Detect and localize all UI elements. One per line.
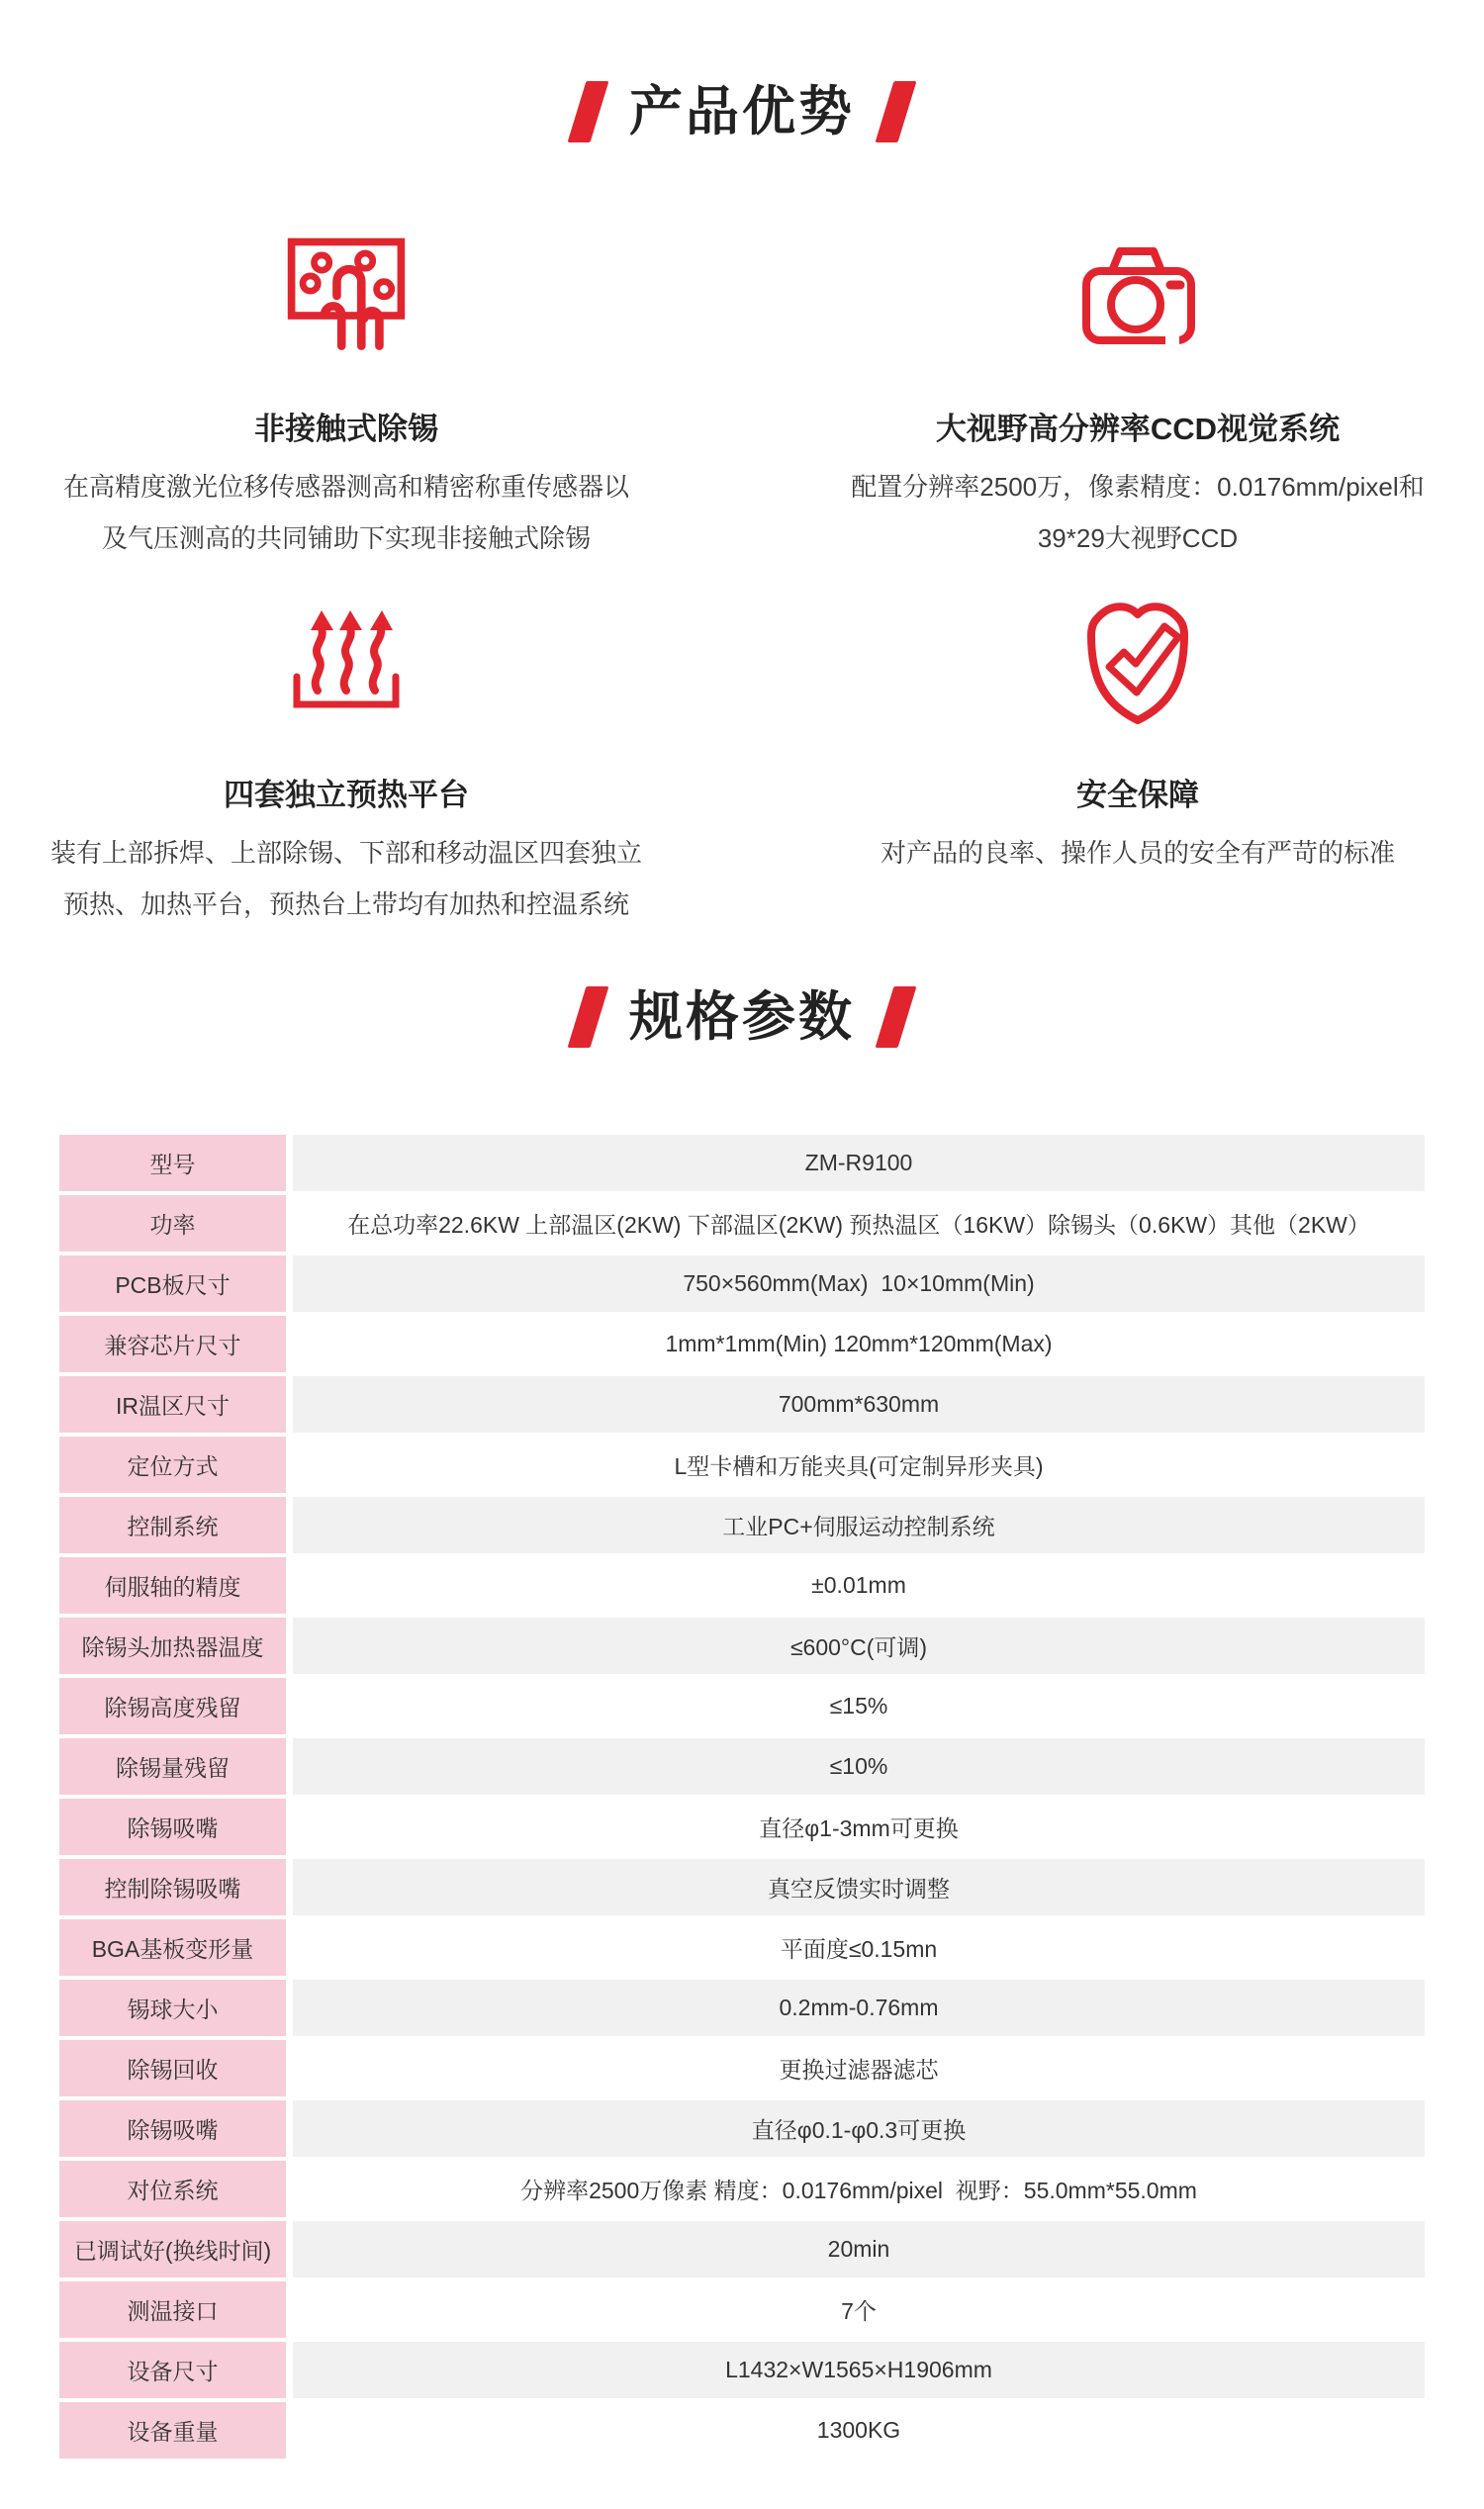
spec-value: ≤15% — [293, 1678, 1425, 1734]
spec-row — [59, 1316, 1425, 1372]
section-title-specs — [0, 984, 1484, 1050]
spec-value: ZM-R9100 — [293, 1135, 1425, 1191]
feature-desc-line: 在高精度激光位移传感器测高和精密称重传感器以 — [62, 472, 629, 502]
feature-title: 四套独立预热平台 — [224, 778, 469, 812]
spec-row — [59, 1195, 1425, 1252]
feature-desc-line: 配置分辨率2500万，像素精度：0.0176mm/pixel和 — [851, 472, 1425, 502]
spec-value: 0.2mm-0.76mm — [293, 1980, 1425, 2036]
feature-desc-line: 39*29大视野CCD — [1037, 523, 1239, 553]
spec-row — [59, 2040, 1425, 2096]
spec-row — [59, 1859, 1425, 1915]
spec-label: 除锡吸嘴 — [59, 2100, 286, 2157]
spec-label: BGA基板变形量 — [59, 1919, 286, 1976]
spec-label: 设备重量 — [59, 2402, 286, 2459]
feature-card — [791, 228, 1484, 564]
spec-row — [59, 1135, 1425, 1191]
spec-row — [59, 1980, 1425, 2036]
spec-value: 工业PC+伺服运动控制系统 — [293, 1497, 1425, 1553]
spec-row — [59, 2342, 1425, 2398]
spec-label: 设备尺寸 — [59, 2342, 286, 2398]
preheat-icon — [0, 594, 693, 728]
spec-value: 20min — [293, 2221, 1425, 2277]
feature-desc-line: 对产品的良率、操作人员的安全有严苛的标准 — [880, 838, 1395, 868]
spec-row — [59, 1919, 1425, 1976]
spec-value: 1300KG — [293, 2402, 1425, 2459]
spec-value: 平面度≤0.15mn — [293, 1919, 1425, 1976]
spec-row — [59, 1678, 1425, 1734]
feature-card — [0, 228, 693, 564]
spec-value: L1432×W1565×H1906mm — [293, 2342, 1425, 2398]
spec-label: 除锡量残留 — [59, 1738, 286, 1795]
spec-value: 分辨率2500万像素 精度：0.0176mm/pixel 视野：55.0mm*55.0mm — [293, 2161, 1425, 2217]
spec-value: 7个 — [293, 2281, 1425, 2338]
feature-card — [791, 594, 1484, 930]
spec-label: 已调试好(换线时间) — [59, 2221, 286, 2277]
feature-desc-line: 装有上部拆焊、上部除锡、下部和移动温区四套独立 — [49, 838, 642, 868]
spec-label: 锡球大小 — [59, 1980, 286, 2036]
spec-row — [59, 1376, 1425, 1433]
spec-value: ≤600°C(可调) — [293, 1618, 1425, 1674]
feature-title: 非接触式除锡 — [254, 412, 438, 446]
spec-label: 除锡吸嘴 — [59, 1799, 286, 1855]
spec-row — [59, 1497, 1425, 1553]
spec-label: 功率 — [59, 1195, 286, 1252]
spec-row — [59, 2281, 1425, 2338]
spec-label: PCB板尺寸 — [59, 1255, 286, 1312]
spec-row — [59, 1437, 1425, 1493]
spec-value: 700mm*630mm — [293, 1376, 1425, 1433]
spec-label: 定位方式 — [59, 1437, 286, 1493]
feature-title: 大视野高分辨率CCD视觉系统 — [935, 412, 1341, 446]
spec-row — [59, 1618, 1425, 1674]
section-title-advantages — [0, 0, 1484, 144]
red-slash-icon — [876, 986, 917, 1048]
spec-label: 伺服轴的精度 — [59, 1557, 286, 1614]
spec-row — [59, 1738, 1425, 1795]
feature-desc — [0, 827, 693, 930]
red-slash-icon — [568, 986, 609, 1048]
spec-value: 真空反馈实时调整 — [293, 1859, 1425, 1915]
spec-value: 在总功率22.6KW 上部温区(2KW) 下部温区(2KW) 预热温区（16KW）除锡头（0.6KW）其他（2KW） — [293, 1195, 1425, 1252]
feature-desc — [0, 461, 693, 564]
spec-row — [59, 1557, 1425, 1614]
spec-value: L型卡槽和万能夹具(可定制异形夹具) — [293, 1437, 1425, 1493]
spec-label: 型号 — [59, 1135, 286, 1191]
spec-value: 直径φ1-3mm可更换 — [293, 1799, 1425, 1855]
spec-value: 1mm*1mm(Min) 120mm*120mm(Max) — [293, 1316, 1425, 1372]
spec-value: 直径φ0.1-φ0.3可更换 — [293, 2100, 1425, 2157]
spec-label: 测温接口 — [59, 2281, 286, 2338]
spec-table — [59, 1135, 1425, 2459]
spec-label: 兼容芯片尺寸 — [59, 1316, 286, 1372]
feature-desc-line: 及气压测高的共同铺助下实现非接触式除锡 — [101, 523, 591, 553]
spec-value: 750×560mm(Max) 10×10mm(Min) — [293, 1255, 1425, 1312]
feature-desc — [791, 827, 1484, 879]
camera-icon — [791, 228, 1484, 362]
spec-label: 除锡头加热器温度 — [59, 1618, 286, 1674]
spec-row — [59, 1255, 1425, 1312]
feature-card — [0, 594, 693, 930]
spec-row — [59, 1799, 1425, 1855]
desolder-icon — [0, 228, 693, 362]
spec-label: 控制系统 — [59, 1497, 286, 1553]
spec-value: ±0.01mm — [293, 1557, 1425, 1614]
shield-check-icon — [791, 594, 1484, 728]
spec-label: 除锡回收 — [59, 2040, 286, 2096]
feature-title: 安全保障 — [1076, 778, 1199, 812]
specs-heading: 规格参数 — [629, 987, 855, 1047]
spec-value: ≤10% — [293, 1738, 1425, 1795]
feature-desc — [791, 461, 1484, 564]
spec-label: 对位系统 — [59, 2161, 286, 2217]
spec-row — [59, 2100, 1425, 2157]
spec-label: IR温区尺寸 — [59, 1376, 286, 1433]
feature-desc-line: 预热、加热平台，预热台上带均有加热和控温系统 — [62, 889, 629, 919]
red-slash-icon — [876, 81, 917, 142]
features-grid — [0, 228, 1484, 930]
spec-value: 更换过滤器滤芯 — [293, 2040, 1425, 2096]
spec-row — [59, 2402, 1425, 2459]
spec-label: 除锡高度残留 — [59, 1678, 286, 1734]
spec-label: 控制除锡吸嘴 — [59, 1859, 286, 1915]
red-slash-icon — [568, 81, 609, 142]
advantages-heading: 产品优势 — [629, 82, 855, 141]
spec-row — [59, 2161, 1425, 2217]
spec-row — [59, 2221, 1425, 2277]
